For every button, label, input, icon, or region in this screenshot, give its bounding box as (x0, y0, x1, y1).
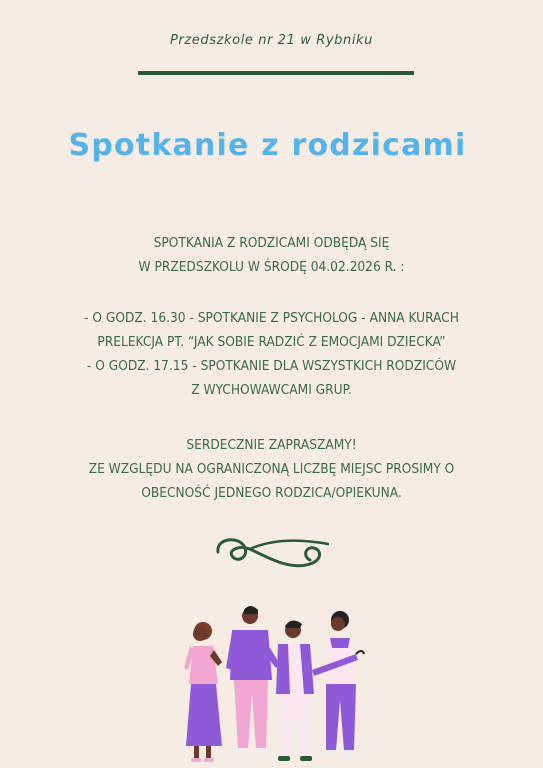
schedule-line: PRELEKCJA PT. “JAK SOBIE RADZIĆ Z EMOCJAMI DZIECKA” (97, 334, 446, 350)
schedule-paragraph (0, 306, 543, 402)
person-man-purple (226, 606, 280, 754)
school-name: Przedszkole nr 21 w Rybniku (169, 33, 374, 48)
person-woman-left (184, 622, 222, 762)
closing-line: OBECNOŚĆ JEDNEGO RODZICA/OPIEKUNA. (141, 485, 402, 501)
intro-paragraph (0, 231, 543, 279)
closing-line: SERDECZNIE ZAPRASZAMY! (186, 437, 357, 453)
header-rule (138, 71, 414, 75)
closing-line: ZE WZGLĘDU NA OGRANICZONĄ LICZBĘ MIEJSC PROSIMY O (88, 461, 455, 477)
intro-line: SPOTKANIA Z RODZICAMI ODBĘDĄ SIĘ (153, 235, 390, 251)
swirl-divider-icon (210, 530, 335, 578)
person-man-light (276, 620, 314, 761)
person-woman-right (312, 611, 364, 755)
page-title: Spotkanie z rodzicami (68, 128, 467, 163)
schedule-line: - O GODZ. 17.15 - SPOTKANIE DLA WSZYSTKICH RODZICÓW (86, 358, 457, 374)
schedule-line: - O GODZ. 16.30 - SPOTKANIE Z PSYCHOLOG - ANNA KURACH (84, 310, 459, 326)
closing-paragraph (0, 433, 543, 505)
schedule-line: Z WYCHOWAWCAMI GRUP. (191, 382, 352, 398)
people-group-illustration (180, 598, 370, 768)
intro-line: W PRZEDSZKOLU W ŚRODĘ 04.02.2026 R. : (138, 259, 405, 275)
